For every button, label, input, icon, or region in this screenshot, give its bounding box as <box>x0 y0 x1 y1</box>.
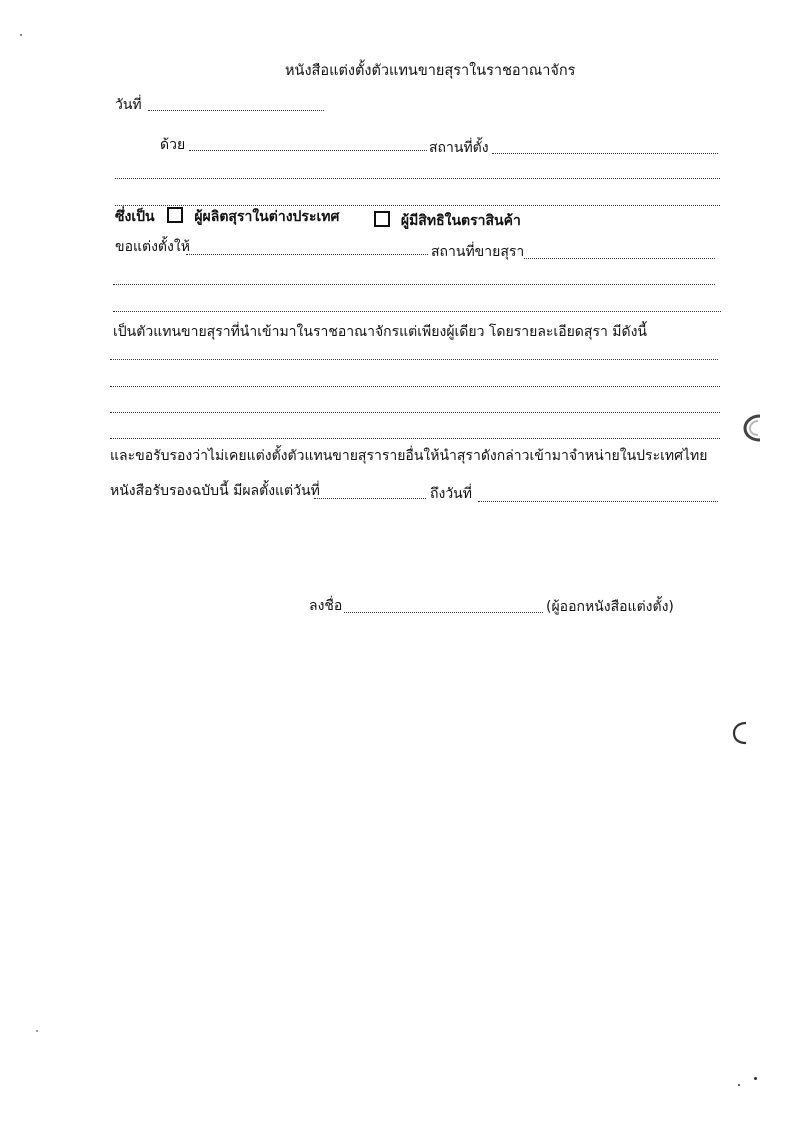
certify-text: และขอรับรองว่าไม่เคยแต่งตั้งตัวแทนขายสุรารายอื่นให้นำสุราดังกล่าวเข้ามาจำหน่ายในประเทศไทย <box>110 448 708 464</box>
until-label: ถึงวันที่ <box>430 486 472 502</box>
signature-field[interactable] <box>344 612 543 613</box>
sale-location-label: สถานที่ขายสุรา <box>431 244 525 260</box>
scan-speck <box>754 1077 757 1080</box>
document-title: หนังสือแต่งตั้งตัวแทนขายสุราในราชอาณาจักร <box>285 63 576 79</box>
binder-hole-mark-icon <box>740 412 770 444</box>
address-line-2[interactable] <box>115 205 720 206</box>
sole-agent-text: เป็นตัวแทนขายสุราที่นำเข้ามาในราชอาณาจักรแต่เพียงผู้เดียว โดยรายละเอียดสุรา มีดังนี้ <box>113 324 648 340</box>
location-label: สถานที่ตั้ง <box>429 140 489 156</box>
sign-label: ลงชื่อ <box>309 598 343 614</box>
by-field[interactable] <box>189 150 427 151</box>
trademark-option-label: ผู้มีสิทธิในตราสินค้า <box>400 213 521 229</box>
scan-speck <box>36 1030 38 1032</box>
sale-address-line-2[interactable] <box>113 311 721 312</box>
scan-speck <box>738 1084 740 1086</box>
signer-role: (ผู้ออกหนังสือแต่งตั้ง) <box>546 599 674 615</box>
as-label: ซึ่งเป็น <box>115 209 155 225</box>
effective-label: หนังสือรับรองฉบับนี้ มีผลตั้งแต่วันที่ <box>110 483 320 499</box>
sale-location-field[interactable] <box>524 258 715 259</box>
effective-until-field[interactable] <box>478 501 718 502</box>
by-label: ด้วย <box>160 137 186 153</box>
details-line-3[interactable] <box>110 412 720 413</box>
address-line-1[interactable] <box>115 178 720 179</box>
binder-hole-mark-icon-2 <box>726 718 754 748</box>
appointee-field[interactable] <box>186 254 428 255</box>
trademark-checkbox[interactable] <box>374 211 390 227</box>
details-line-1[interactable] <box>110 359 718 360</box>
date-label: วันที่ <box>115 97 142 113</box>
location-field[interactable] <box>492 153 718 154</box>
trademark-row <box>366 211 521 230</box>
date-field[interactable] <box>148 110 324 111</box>
effective-from-field[interactable] <box>314 498 426 499</box>
details-line-4[interactable] <box>110 438 720 439</box>
as-row <box>115 207 339 226</box>
sale-address-line-1[interactable] <box>113 284 715 285</box>
scan-speck <box>20 34 22 36</box>
details-line-2[interactable] <box>110 386 720 387</box>
appoint-label: ขอแต่งตั้งให้ <box>115 239 190 255</box>
producer-checkbox[interactable] <box>167 207 183 223</box>
producer-option-label: ผู้ผลิตสุราในต่างประเทศ <box>194 209 340 225</box>
